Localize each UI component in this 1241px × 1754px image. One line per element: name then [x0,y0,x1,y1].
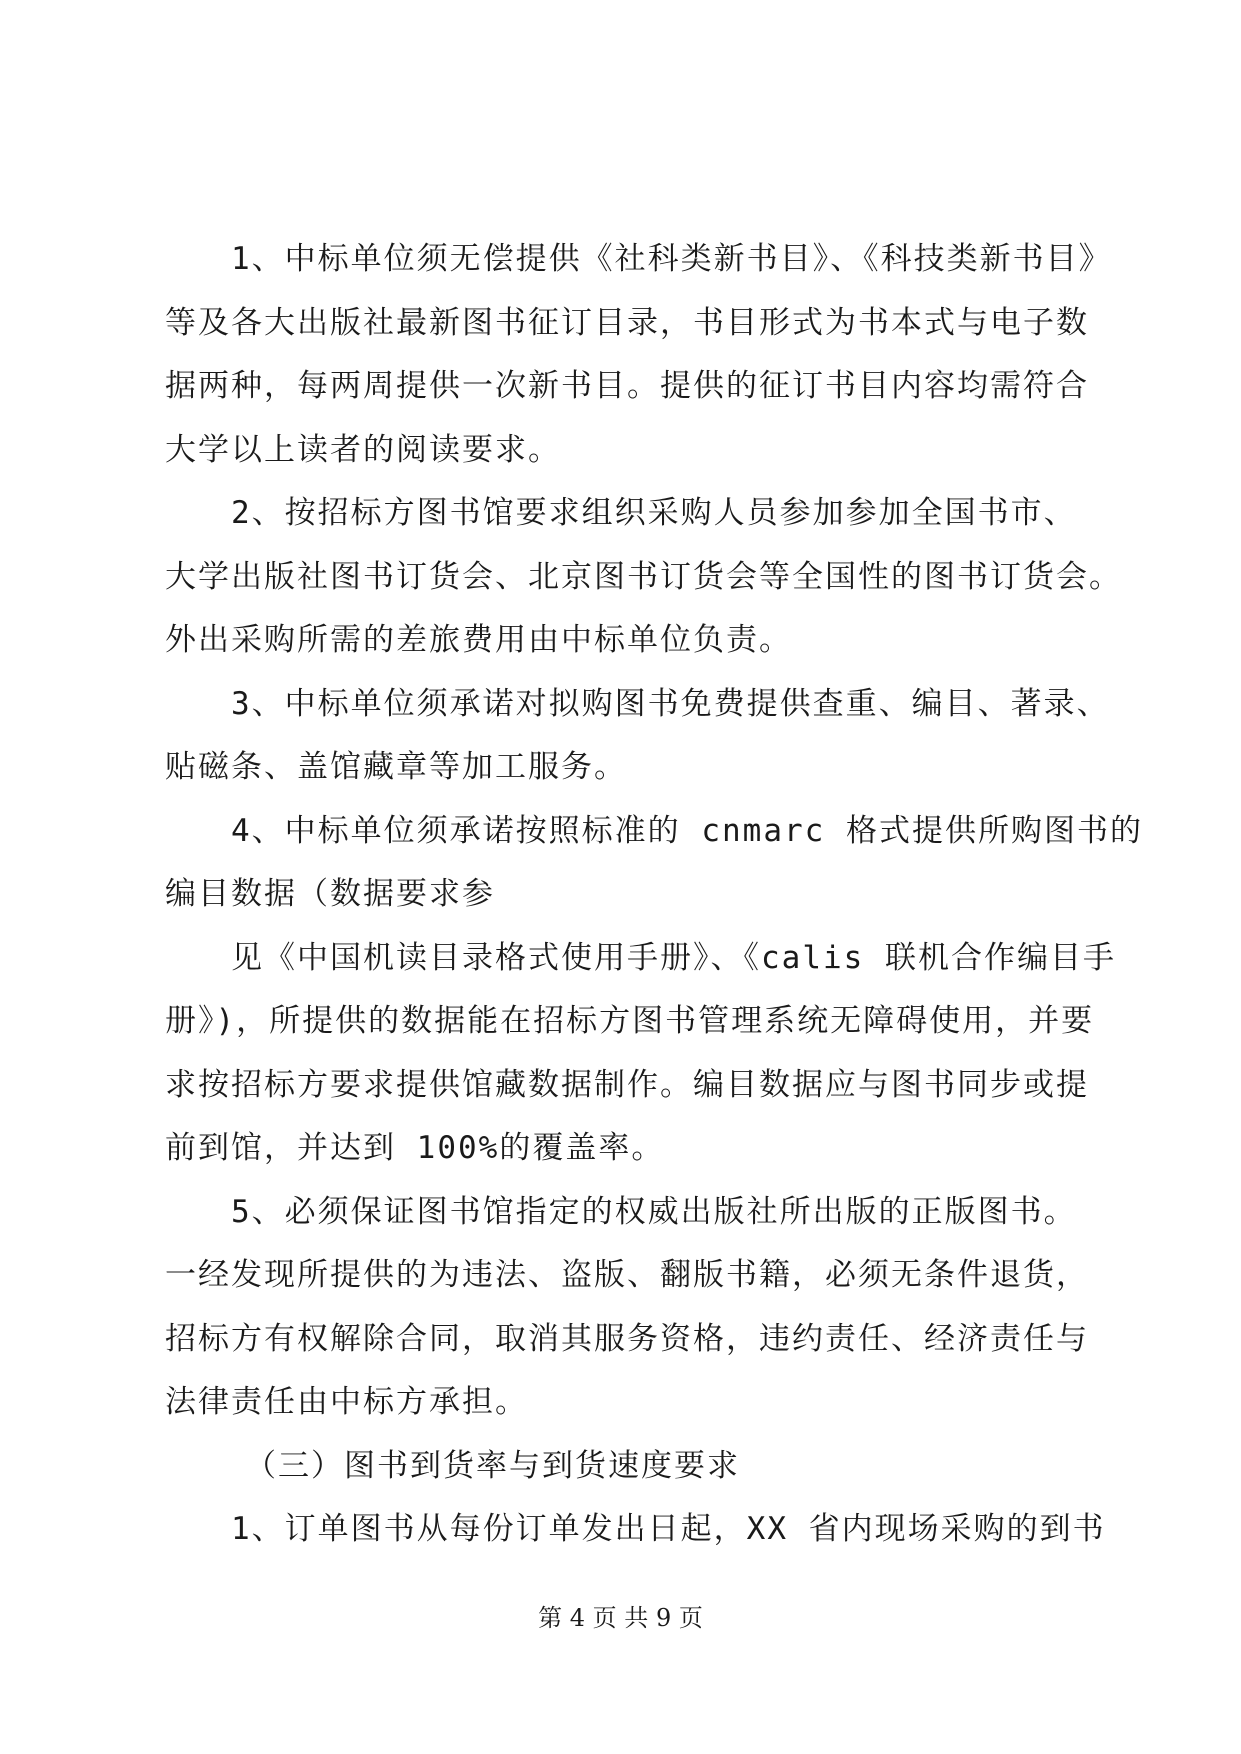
paragraph-1-line-4: 大学以上读者的阅读要求。 [165,431,561,468]
paragraph-5-line-2: 册》)，所提供的数据能在招标方图书管理系统无障碍使用，并要 [165,1003,1095,1039]
paragraph-2-line-3: 外出采购所需的差旅费用由中标单位负责。 [165,622,792,658]
paragraph-1-line-3: 据两种，每两周提供一次新书目。提供的征订书目内容均需符合 [165,368,1089,404]
paragraph-5-line-1: 见《中国机读目录格式使用手册》、《calis 联机合作编目手 [231,939,1116,976]
paragraph-3-line-1: 3、中标单位须承诺对拟购图书免费提供查重、编目、著录、 [231,685,1110,722]
body-text [165,228,1143,1562]
paragraph-4-line-2: 编目数据（数据要求参 [165,876,495,912]
paragraph-4-line-1: 4、中标单位须承诺按照标准的 cnmarc 格式提供所购图书的 [231,812,1143,849]
paragraph-1-line-1: 1、中标单位须无偿提供《社科类新书目》、《科技类新书目》 [231,241,1112,277]
paragraph-6-line-4: 法律责任由中标方承担。 [165,1384,528,1420]
paragraph-5-line-4: 前到馆，并达到 100%的覆盖率。 [165,1130,665,1166]
paragraph-6-line-1: 5、必须保证图书馆指定的权威出版社所出版的正版图书。 [231,1193,1077,1230]
paragraph-6-line-3: 招标方有权解除合同，取消其服务资格，违约责任、经济责任与 [165,1320,1089,1357]
paragraph-7-line-1: 1、订单图书从每份订单发出日起，XX 省内现场采购的到书 [231,1511,1106,1547]
paragraph-2-line-1: 2、按招标方图书馆要求组织采购人员参加参加全国书市、 [231,495,1077,531]
paragraph-5-line-3: 求按招标方要求提供馆藏数据制作。编目数据应与图书同步或提 [165,1066,1089,1103]
paragraph-2-line-2: 大学出版社图书订货会、北京图书订货会等全国性的图书订货会。 [165,558,1122,595]
paragraph-6-line-2: 一经发现所提供的为违法、盗版、翻版书籍，必须无条件退货， [165,1257,1089,1293]
paragraph-3-line-2: 贴磁条、盖馆藏章等加工服务。 [165,749,627,785]
paragraph-1-line-2: 等及各大出版社最新图书征订目录，书目形式为书本式与电子数 [165,304,1089,341]
page-number-footer: 第 4 页 共 9 页 [538,1604,703,1632]
section-heading: （三）图书到货率与到货速度要求 [245,1447,740,1484]
